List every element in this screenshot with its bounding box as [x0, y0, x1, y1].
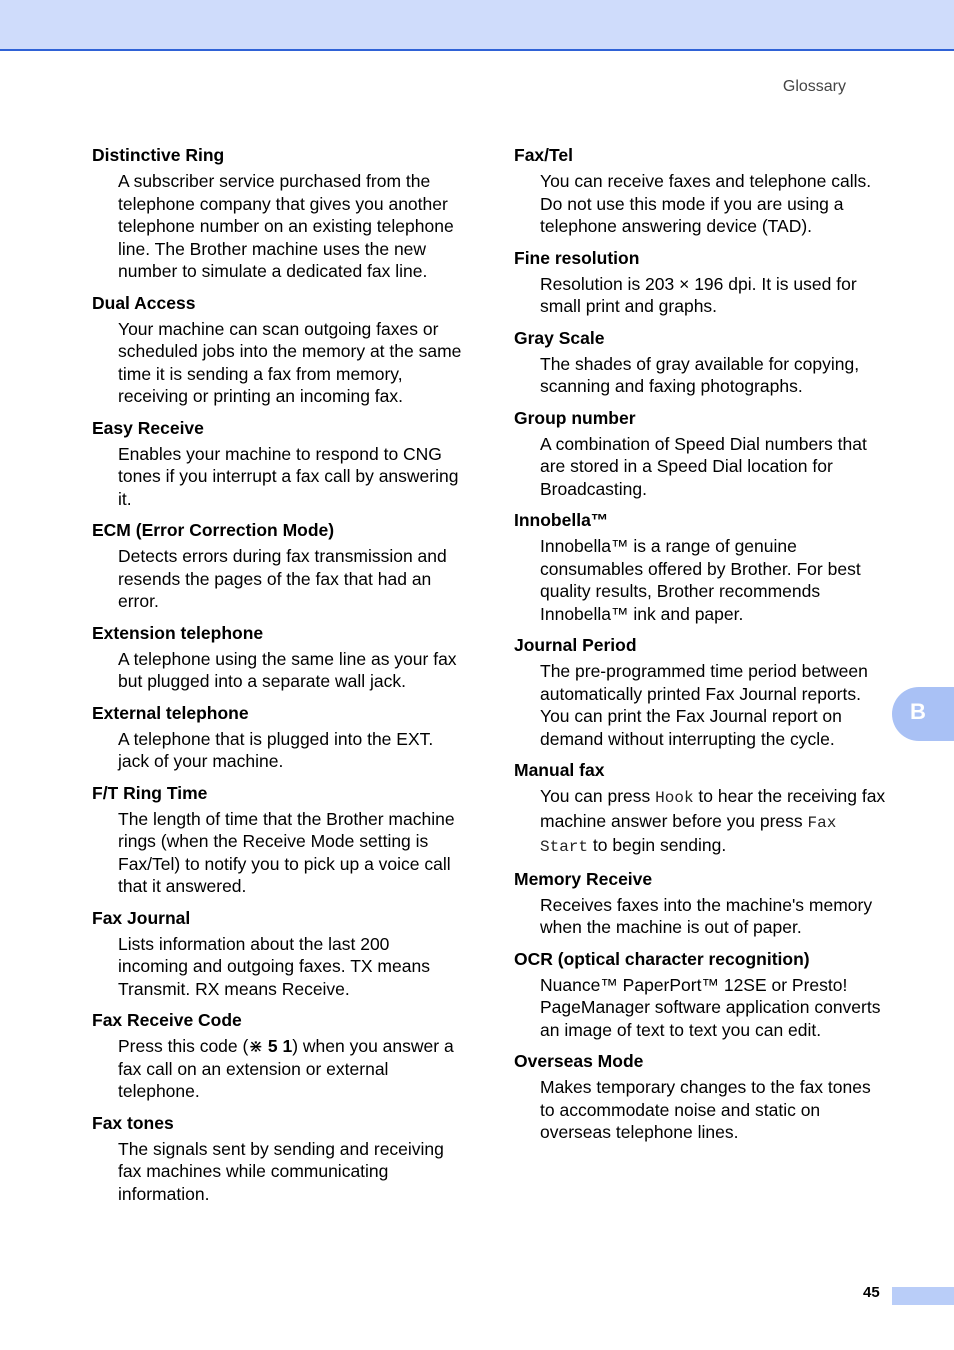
- star-key-icon: ⋇: [248, 1036, 263, 1056]
- glossary-entry: [514, 407, 890, 501]
- glossary-term: Easy Receive: [92, 417, 204, 438]
- header-band: [0, 0, 954, 51]
- glossary-term: Fax tones: [92, 1112, 174, 1133]
- glossary-term: Group number: [514, 407, 636, 428]
- definition-text: You can press: [540, 786, 656, 806]
- glossary-entry: [514, 327, 890, 398]
- glossary-definition: Detects errors during fax transmission and resends the pages of the fax that had an error.: [118, 546, 447, 611]
- glossary-definition: The length of time that the Brother machine rings (when the Receive Mode setting is Fax/Tel) to notify you to pick up a voice call that it answered.: [118, 808, 455, 896]
- glossary-entry: [514, 759, 890, 859]
- glossary-definition: A combination of Speed Dial numbers that are stored in a Speed Dial location for Broadcasting.: [540, 433, 867, 499]
- glossary-term: Gray Scale: [514, 327, 605, 348]
- glossary-entry: [92, 1009, 464, 1103]
- definition-text: to hear the receiving fax machine answer before you press: [540, 786, 886, 831]
- glossary-term: Innobella™: [514, 510, 609, 530]
- glossary-definition: Resolution is 203 × 196 dpi. It is used for small print and graphs.: [540, 273, 857, 316]
- glossary-entry: [514, 634, 890, 750]
- glossary-term: Extension telephone: [92, 622, 264, 643]
- glossary-entry: [514, 509, 890, 625]
- glossary-entry: [514, 247, 890, 318]
- glossary-term: Fax Receive Code: [92, 1010, 242, 1030]
- glossary-definition: The pre-programmed time period between automatically printed Fax Journal reports. You can print the Fax Journal report on demand without interrupting the cycle.: [540, 661, 868, 749]
- glossary-term: Manual fax: [514, 760, 605, 780]
- glossary-term: F/T Ring Time: [92, 782, 208, 803]
- hook-key-label: Hook: [655, 789, 694, 807]
- glossary-entry: [92, 782, 464, 898]
- glossary-definition: You can receive faxes and telephone calls. Do not use this mode if you are using a telephone answering device (TAD).: [540, 171, 872, 236]
- glossary-definition: Lists information about the last 200 incoming and outgoing faxes. TX means Transmit. RX means Receive.: [118, 933, 430, 999]
- glossary-definition: A telephone using the same line as your fax but plugged into a separate wall jack.: [118, 648, 457, 691]
- glossary-entry: [92, 292, 464, 408]
- fax-start-key-label: Fax Start: [540, 813, 837, 856]
- glossary-entry: [92, 907, 464, 1001]
- glossary-entry: [514, 1050, 890, 1144]
- page-number: 45: [863, 1284, 880, 1301]
- glossary-term: Fax/Tel: [514, 145, 574, 165]
- glossary-entry: [92, 417, 464, 511]
- glossary-definition: A subscriber service purchased from the telephone company that gives you another telephone number on an existing telephone line. The Brother machine uses the new number to simulate a dedicated fax line.: [118, 171, 454, 281]
- glossary-entry: [92, 622, 464, 693]
- definition-text: to begin sending.: [588, 835, 727, 855]
- glossary-definition: Innobella™ is a range of genuine consumables offered by Brother. For best quality results, Brother recommends Innobella™ ink and paper.: [540, 536, 861, 624]
- glossary-entry: [92, 144, 464, 283]
- glossary-term: External telephone: [92, 702, 249, 723]
- glossary-term: Fine resolution: [514, 247, 640, 268]
- receive-code: 5 1: [263, 1036, 293, 1056]
- running-head: Glossary: [782, 78, 846, 95]
- glossary-term: Fax Journal: [92, 907, 191, 928]
- glossary-entry: [514, 144, 890, 238]
- appendix-tab: [892, 687, 954, 741]
- glossary-definition: Your machine can scan outgoing faxes or scheduled jobs into the memory at the same time it is sending a fax from memory, receiving or printing an incoming fax.: [118, 318, 462, 406]
- definition-text: ) when you answer a fax call on an extension or external telephone.: [118, 1036, 454, 1101]
- glossary-definition: The signals sent by sending and receiving fax machines while communicating information.: [118, 1138, 444, 1204]
- glossary-entry: [92, 1112, 464, 1206]
- glossary-definition: Receives faxes into the machine's memory when the machine is out of paper.: [540, 894, 873, 937]
- glossary-definition: [540, 785, 890, 859]
- glossary-definition: [118, 1035, 464, 1103]
- glossary-definition: Enables your machine to respond to CNG tones if you interrupt a fax call by answering it.: [118, 443, 459, 509]
- glossary-term: Journal Period: [514, 635, 637, 655]
- glossary-entry: [92, 702, 464, 773]
- glossary-left-column: [92, 144, 464, 1214]
- glossary-entry: [92, 519, 464, 613]
- glossary-term: Dual Access: [92, 292, 196, 313]
- glossary-definition: Makes temporary changes to the fax tones to accommodate noise and static on overseas telephone lines.: [540, 1077, 871, 1142]
- glossary-term: Distinctive Ring: [92, 145, 225, 165]
- glossary-term: Overseas Mode: [514, 1051, 644, 1071]
- glossary-entry: [514, 948, 890, 1042]
- appendix-tab-letter: B: [910, 699, 926, 724]
- glossary-term: ECM (Error Correction Mode): [92, 520, 335, 540]
- page-number-bar: [892, 1287, 954, 1305]
- glossary-right-column: [514, 144, 890, 1153]
- glossary-entry: [514, 868, 890, 939]
- definition-text: Press this code (: [118, 1036, 249, 1056]
- glossary-definition: A telephone that is plugged into the EXT. jack of your machine.: [118, 728, 434, 771]
- glossary-definition: Nuance™ PaperPort™ 12SE or Presto! PageManager software application converts an image of text to text you can edit.: [540, 974, 881, 1040]
- glossary-term: OCR (optical character recognition): [514, 948, 810, 969]
- glossary-definition: The shades of gray available for copying, scanning and faxing photographs.: [540, 353, 860, 396]
- glossary-term: Memory Receive: [514, 868, 653, 889]
